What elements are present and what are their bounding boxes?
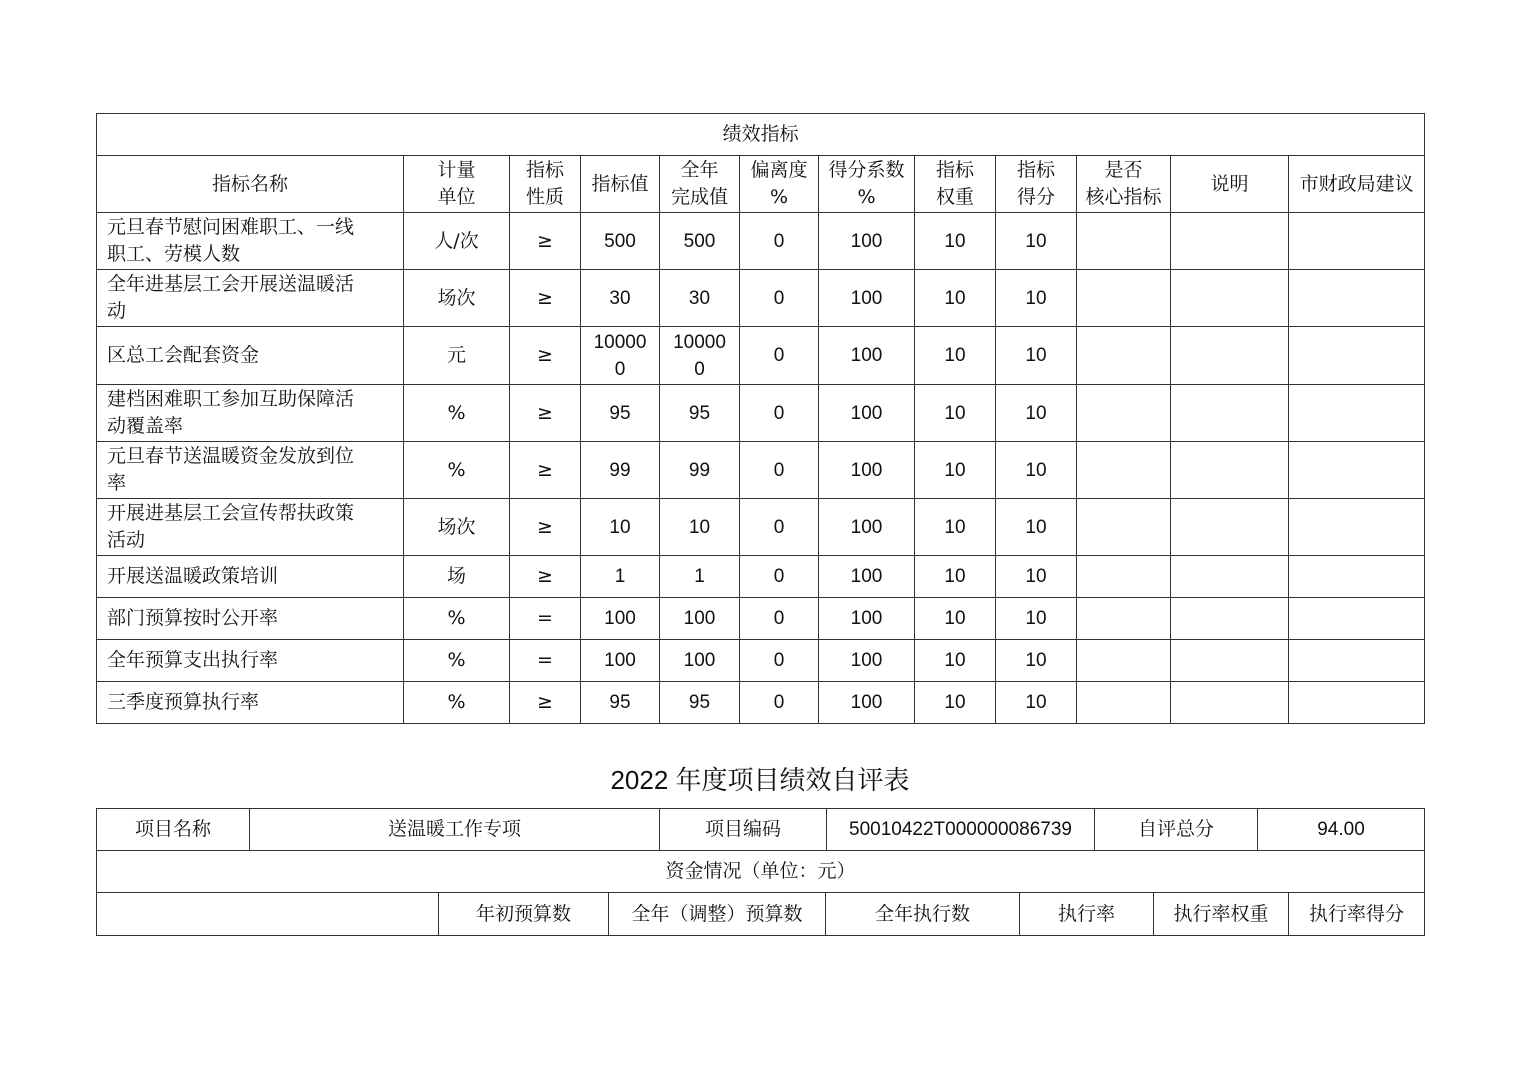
cell-deviation: 0 [740,640,819,682]
cell-core-indicator [1077,327,1171,385]
funding-header-row [97,851,1425,893]
header-indicator-name: 指标名称 [97,156,404,213]
cell-unit: 元 [404,327,510,385]
perf-table-title: 绩效指标 [97,114,1425,156]
cell-target-value: 500 [581,213,660,270]
cell-nature: ≥ [510,327,581,385]
cell-finance-advice [1289,499,1425,556]
cell-weight: 10 [915,598,996,640]
cell-finance-advice [1289,556,1425,598]
cell-unit: 场次 [404,499,510,556]
project-info-row [97,809,1425,851]
cell-core-indicator [1077,556,1171,598]
cell-indicator-name: 区总工会配套资金 [97,327,404,385]
cell-weight: 10 [915,640,996,682]
cell-indicator-name: 全年预算支出执行率 [97,640,404,682]
cell-score: 10 [996,556,1077,598]
cell-score: 10 [996,270,1077,327]
cell-finance-advice [1289,442,1425,499]
cell-nature: = [510,640,581,682]
cell-score-coefficient: 100 [819,327,915,385]
cell-unit: % [404,385,510,442]
header-target-value: 指标值 [581,156,660,213]
cell-actual-value: 10 [660,499,740,556]
cell-note [1171,598,1289,640]
cell-unit: 场次 [404,270,510,327]
cell-deviation: 0 [740,442,819,499]
funding-col-rate-score: 执行率得分 [1289,893,1425,936]
cell-score-coefficient: 100 [819,213,915,270]
table-row [97,442,1425,499]
cell-indicator-name: 三季度预算执行率 [97,682,404,724]
cell-core-indicator [1077,270,1171,327]
header-deviation: 偏离度 % [740,156,819,213]
self-eval-title: 2022 年度项目绩效自评表 [610,765,910,795]
cell-actual-value: 99 [660,442,740,499]
perf-title-row [97,114,1425,156]
project-name-value: 送温暖工作专项 [250,809,660,851]
header-unit: 计量 单位 [404,156,510,213]
cell-score-coefficient: 100 [819,640,915,682]
cell-target-value: 10000 0 [581,327,660,385]
cell-score: 10 [996,213,1077,270]
project-code-label: 项目编码 [660,809,827,851]
total-score-label: 自评总分 [1095,809,1258,851]
project-name-label: 项目名称 [97,809,250,851]
cell-note [1171,640,1289,682]
cell-deviation: 0 [740,556,819,598]
header-score: 指标 得分 [996,156,1077,213]
cell-finance-advice [1289,682,1425,724]
funding-columns-row [97,893,1425,936]
cell-actual-value: 500 [660,213,740,270]
cell-weight: 10 [915,442,996,499]
cell-core-indicator [1077,442,1171,499]
cell-indicator-name: 元旦春节送温暖资金发放到位 率 [97,442,404,499]
cell-indicator-name: 全年进基层工会开展送温暖活 动 [97,270,404,327]
cell-score-coefficient: 100 [819,270,915,327]
funding-col-rate-weight: 执行率权重 [1154,893,1289,936]
cell-score: 10 [996,682,1077,724]
table-row [97,327,1425,385]
cell-note [1171,499,1289,556]
cell-indicator-name: 部门预算按时公开率 [97,598,404,640]
cell-target-value: 100 [581,598,660,640]
cell-nature: ≥ [510,442,581,499]
cell-note [1171,385,1289,442]
cell-weight: 10 [915,556,996,598]
table-row [97,640,1425,682]
cell-note [1171,213,1289,270]
table-row [97,385,1425,442]
cell-score-coefficient: 100 [819,442,915,499]
cell-nature: ≥ [510,270,581,327]
cell-weight: 10 [915,385,996,442]
cell-unit: 场 [404,556,510,598]
table-row [97,556,1425,598]
cell-indicator-name: 开展送温暖政策培训 [97,556,404,598]
table-row [97,213,1425,270]
cell-target-value: 10 [581,499,660,556]
cell-score: 10 [996,598,1077,640]
cell-weight: 10 [915,682,996,724]
cell-finance-advice [1289,270,1425,327]
cell-actual-value: 95 [660,385,740,442]
funding-col-adjusted-budget: 全年（调整）预算数 [609,893,826,936]
cell-unit: % [404,442,510,499]
cell-target-value: 1 [581,556,660,598]
funding-col-rate: 执行率 [1020,893,1154,936]
cell-core-indicator [1077,213,1171,270]
cell-score-coefficient: 100 [819,385,915,442]
project-info-table [96,808,1425,893]
cell-core-indicator [1077,385,1171,442]
cell-weight: 10 [915,499,996,556]
cell-nature: ≥ [510,556,581,598]
cell-score: 10 [996,442,1077,499]
cell-note [1171,556,1289,598]
cell-note [1171,682,1289,724]
header-nature: 指标 性质 [510,156,581,213]
cell-indicator-name: 元旦春节慰问困难职工、一线 职工、劳模人数 [97,213,404,270]
cell-score-coefficient: 100 [819,556,915,598]
cell-score-coefficient: 100 [819,499,915,556]
cell-actual-value: 1 [660,556,740,598]
header-core-indicator: 是否 核心指标 [1077,156,1171,213]
funding-col-initial-budget: 年初预算数 [439,893,609,936]
cell-core-indicator [1077,598,1171,640]
cell-nature: ≥ [510,213,581,270]
table-row [97,598,1425,640]
cell-unit: % [404,640,510,682]
cell-indicator-name: 开展进基层工会宣传帮扶政策 活动 [97,499,404,556]
total-score-value: 94.00 [1258,809,1425,851]
cell-actual-value: 100 [660,598,740,640]
cell-finance-advice [1289,598,1425,640]
header-actual-value: 全年 完成值 [660,156,740,213]
perf-header-row [97,156,1425,213]
funding-table [96,892,1425,936]
header-score-coefficient: 得分系数 % [819,156,915,213]
table-row [97,270,1425,327]
project-code-value: 50010422T000000086739 [827,809,1095,851]
performance-indicators-table [96,113,1425,724]
funding-col-blank [97,893,439,936]
cell-finance-advice [1289,327,1425,385]
cell-unit: 人/次 [404,213,510,270]
cell-indicator-name: 建档困难职工参加互助保障活 动覆盖率 [97,385,404,442]
cell-deviation: 0 [740,682,819,724]
cell-weight: 10 [915,270,996,327]
cell-actual-value: 10000 0 [660,327,740,385]
cell-deviation: 0 [740,598,819,640]
cell-note [1171,270,1289,327]
cell-core-indicator [1077,499,1171,556]
cell-target-value: 95 [581,682,660,724]
header-weight: 指标 权重 [915,156,996,213]
cell-core-indicator [1077,640,1171,682]
cell-note [1171,327,1289,385]
cell-weight: 10 [915,213,996,270]
cell-unit: % [404,598,510,640]
cell-core-indicator [1077,682,1171,724]
cell-actual-value: 95 [660,682,740,724]
cell-score: 10 [996,385,1077,442]
cell-note [1171,442,1289,499]
cell-actual-value: 30 [660,270,740,327]
cell-score-coefficient: 100 [819,598,915,640]
cell-nature: ≥ [510,385,581,442]
cell-deviation: 0 [740,499,819,556]
funding-col-executed: 全年执行数 [826,893,1020,936]
cell-score: 10 [996,327,1077,385]
cell-score: 10 [996,640,1077,682]
cell-target-value: 30 [581,270,660,327]
cell-finance-advice [1289,385,1425,442]
cell-unit: % [404,682,510,724]
cell-score-coefficient: 100 [819,682,915,724]
cell-deviation: 0 [740,270,819,327]
funding-header: 资金情况（单位：元） [97,851,1425,893]
header-note: 说明 [1171,156,1289,213]
table-row [97,682,1425,724]
header-finance-advice: 市财政局建议 [1289,156,1425,213]
cell-score: 10 [996,499,1077,556]
cell-target-value: 100 [581,640,660,682]
cell-finance-advice [1289,213,1425,270]
cell-weight: 10 [915,327,996,385]
cell-deviation: 0 [740,385,819,442]
cell-actual-value: 100 [660,640,740,682]
cell-nature: = [510,598,581,640]
table-row [97,499,1425,556]
cell-target-value: 99 [581,442,660,499]
cell-deviation: 0 [740,327,819,385]
cell-finance-advice [1289,640,1425,682]
cell-deviation: 0 [740,213,819,270]
cell-nature: ≥ [510,682,581,724]
cell-nature: ≥ [510,499,581,556]
cell-target-value: 95 [581,385,660,442]
